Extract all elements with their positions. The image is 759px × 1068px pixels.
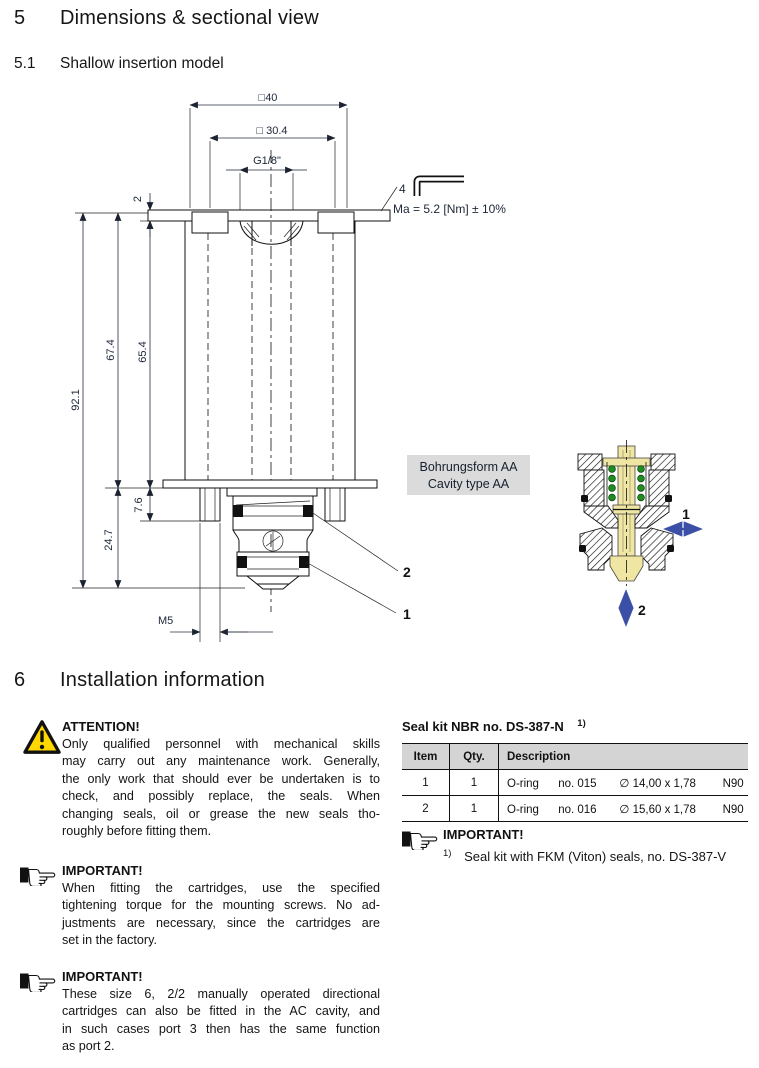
section-5-1-number: 5.1 bbox=[14, 55, 36, 72]
section-5-number: 5 bbox=[14, 7, 26, 29]
attention-body: Only qualified personnel with mechanical skills may carry out any maintenance work. Generally, the only work that should ever be undertaken is to check, and possibly replace, the seals. When changing seals, oil or grease the new seals tho- roughly before fitting them. bbox=[62, 737, 380, 839]
dimension-7-6-label: 7.6 bbox=[133, 497, 145, 513]
port-1-label: 1 bbox=[682, 506, 690, 522]
housing-hatch bbox=[578, 454, 602, 470]
dimension-m5-label: M5 bbox=[158, 615, 174, 627]
section-5-1-heading bbox=[0, 54, 759, 74]
port-2-label: 2 bbox=[638, 602, 646, 618]
table-row: 1 1 O-ring no. 015 ∅ 14,00 x 1,78 N90 bbox=[402, 770, 748, 796]
col-header-qty: Qty. bbox=[450, 744, 499, 770]
footnote-ref: 1) bbox=[577, 718, 586, 729]
dimension-24-7-label: 24.7 bbox=[103, 529, 115, 551]
technical-drawing bbox=[40, 85, 740, 665]
warning-triangle-icon bbox=[22, 719, 62, 760]
important-1-title: IMPORTANT! bbox=[62, 863, 143, 878]
seal-kit-important-title: IMPORTANT! bbox=[443, 827, 524, 842]
dimension-g18-label: G1/8" bbox=[253, 155, 281, 167]
item-1-callout: 1 bbox=[403, 606, 411, 622]
dimension-92-1-label: 92.1 bbox=[70, 389, 82, 411]
seal-lower bbox=[579, 545, 586, 552]
seal-kit-footnote: $^{1)}$ Seal kit with FKM (Viton) seals, no. DS-387-V bbox=[443, 848, 727, 864]
section-5-title: Dimensions & sectional view bbox=[60, 7, 319, 29]
cartridge-section-view bbox=[148, 150, 506, 622]
section-6-number: 6 bbox=[14, 669, 26, 691]
cavity-type-label bbox=[407, 455, 530, 495]
tightening-torque-label: Ma = 5.2 [Nm] ± 10% bbox=[393, 202, 506, 216]
o-ring-groove-lower bbox=[237, 556, 247, 568]
cavity-type-label-en: Cavity type AA bbox=[427, 477, 510, 491]
important-2-body: These size 6, 2/2 manually operated directional cartridges can also be fitted in the AC cavity, and in such cases port 3 then has the same function as port 2. bbox=[62, 987, 380, 1054]
table-header-row bbox=[402, 744, 748, 770]
allen-key-icon bbox=[417, 179, 464, 196]
dimension-40-label: □40 bbox=[258, 92, 278, 104]
seal-upper bbox=[581, 495, 588, 502]
pointing-hand-icon bbox=[20, 970, 58, 997]
pointing-hand-icon bbox=[20, 864, 58, 891]
important-1-body: When fitting the cartridges, use the specified tightening torque for the mounting screws. No ad- justments are necessary, since the cartridges are set in the factory. bbox=[62, 881, 380, 948]
important-2-title: IMPORTANT! bbox=[62, 969, 143, 984]
section-5-heading bbox=[0, 6, 759, 30]
hex-key-size-label: 4 bbox=[399, 182, 406, 196]
o-ring-groove-upper bbox=[233, 505, 243, 517]
cavity-diagram bbox=[578, 440, 700, 624]
dimension-65-4-label: 65.4 bbox=[137, 341, 149, 363]
dimension-30-4-label: □ 30.4 bbox=[256, 125, 288, 137]
pointing-hand-icon bbox=[402, 828, 440, 855]
table-row: 2 1 O-ring no. 016 ∅ 15,60 x 1,78 N90 bbox=[402, 796, 748, 822]
dimension-67-4-label: 67.4 bbox=[105, 339, 117, 361]
footnote-marker: 1) bbox=[443, 848, 452, 859]
seal-kit-table bbox=[402, 743, 748, 822]
section-6-heading bbox=[0, 668, 759, 692]
col-header-item: Item bbox=[402, 744, 450, 770]
item-2-callout: 2 bbox=[403, 564, 411, 580]
attention-title: ATTENTION! bbox=[62, 719, 140, 734]
section-6-title: Installation information bbox=[60, 669, 265, 691]
dimension-2-label: 2 bbox=[132, 195, 144, 203]
section-5-1-title: Shallow insertion model bbox=[60, 55, 224, 72]
cavity-type-label-de: Bohrungsform AA bbox=[419, 460, 518, 474]
col-header-description: Description bbox=[499, 744, 749, 770]
seal-kit-title: Seal kit NBR no. DS-387-N $^{1)}$ bbox=[402, 718, 586, 734]
